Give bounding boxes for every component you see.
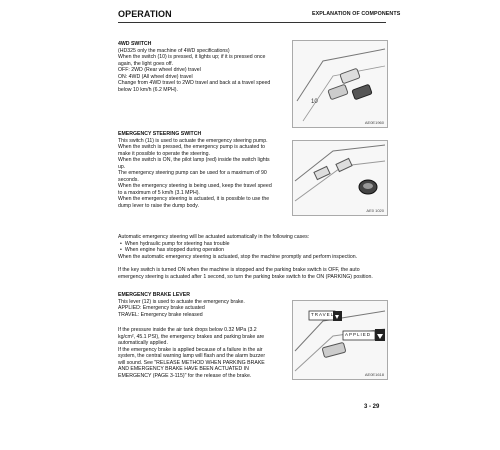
section-emergency-steering — [118, 131, 293, 210]
bullet-item: • When hydraulic pump for steering has trouble — [118, 241, 388, 248]
figure-4wd-switch — [292, 40, 388, 128]
label-travel: TRAVEL — [311, 312, 335, 317]
text-line: (HD325 only the machine of 4WD specifications) — [118, 47, 230, 54]
section-auto-steering — [118, 234, 388, 260]
text-line: emergency steering is actuated after 1 second, so turn the parking brake switch to the ON (PARKING) position. — [118, 273, 373, 280]
bullet-item: • When engine has stopped during operation — [118, 247, 388, 254]
text-line: If the key switch is turned ON when the machine is stopped and the parking brake switch is OFF, the auto — [118, 267, 360, 273]
text-line: below 10 km/h (6.2 MPH). — [118, 86, 178, 93]
section-auto-steering-note — [118, 267, 390, 280]
text-line: to a maximum of 5 km/h (3.1 MPH). — [118, 189, 200, 196]
text-line: again, the light goes off. — [118, 60, 173, 67]
text-line: This lever (12) is used to actuate the emergency brake. — [118, 298, 245, 305]
section-heading: EMERGENCY BRAKE LEVER — [118, 292, 190, 298]
page-number: 3 - 29 — [364, 404, 380, 410]
text-line: seconds. — [118, 176, 139, 183]
section-4wd-switch — [118, 41, 288, 93]
text-line: OFF: 2WD (Rear wheel drive) travel — [118, 67, 201, 74]
text-line: system, the central warning lamp will flash and the alarm buzzer — [118, 353, 266, 360]
svg-text:10: 10 — [311, 99, 318, 105]
figure-code: AE0 1020 — [366, 208, 384, 213]
figure-emergency-brake — [292, 300, 388, 380]
figure-emergency-steering — [292, 140, 388, 216]
text-line: APPLIED: Emergency brake actuated — [118, 305, 205, 312]
text-line: AND EMERGENCY BRAKE HAVE BEEN ACTUATED IN — [118, 366, 249, 373]
text-line: EMERGENCY (PAGE 3-115)" for the release of the brake. — [118, 372, 252, 379]
label-applied: APPLIED — [345, 332, 372, 337]
text-line: dump lever to raise the dump body. — [118, 203, 199, 210]
brake-lever-illustration — [293, 301, 387, 379]
text-line: will sound. See "RELEASE METHOD WHEN PARKING BRAKE — [118, 359, 265, 366]
text-line: If the pressure inside the air tank drops below 0.32 MPa (3.2 — [118, 327, 257, 333]
page-header-left: OPERATION — [118, 9, 172, 19]
text-line: ON: 4WD (All wheel drive) travel — [118, 73, 193, 80]
text-line: This switch (11) is used to actuate the emergency steering pump. — [118, 137, 268, 144]
text-line: When the emergency steering is being used, keep the travel speed — [118, 183, 272, 190]
text-line: up. — [118, 163, 126, 170]
switch-panel-illustration — [293, 41, 387, 127]
page-header-right: EXPLANATION OF COMPONENTS — [312, 11, 401, 17]
section-heading: EMERGENCY STEERING SWITCH — [118, 131, 202, 137]
section-emergency-brake-detail — [118, 327, 288, 379]
header-rule — [118, 22, 386, 23]
text-line: Change from 4WD travel to 2WD travel and back at a travel speed — [118, 80, 271, 87]
steering-switch-illustration — [293, 141, 387, 215]
text-line: When the emergency steering is actuated, it is possible to use the — [118, 196, 270, 203]
text-line: When the automatic emergency steering is actuated, stop the machine promptly and perform inspection. — [118, 253, 358, 260]
text-line: When the switch is pressed, the emergency pump is actuated to — [118, 144, 266, 151]
text-line: TRAVEL: Emergency brake released — [118, 311, 203, 318]
figure-code: AE0E1618 — [364, 372, 384, 377]
figure-code: AE0E1960 — [364, 120, 384, 125]
section-emergency-brake — [118, 292, 293, 318]
text-line: When the switch (10) is pressed, it lights up; if it is pressed once — [118, 54, 266, 61]
text-line: Automatic emergency steering will be actuated automatically in the following cases: — [118, 234, 310, 240]
text-line: make it possible to operate the steering. — [118, 150, 210, 157]
section-heading: 4WD SWITCH — [118, 41, 152, 47]
text-line: If the emergency brake is applied because of a failure in the air — [118, 346, 263, 353]
text-line: The emergency steering pump can be used for a maximum of 90 — [118, 170, 267, 177]
text-line: kg/cm², 45.1 PSI), the emergency brakes and parking brake are — [118, 333, 265, 340]
text-line: automatically applied. — [118, 340, 168, 347]
text-line: When the switch is ON, the pilot lamp (red) inside the switch lights — [118, 157, 270, 164]
